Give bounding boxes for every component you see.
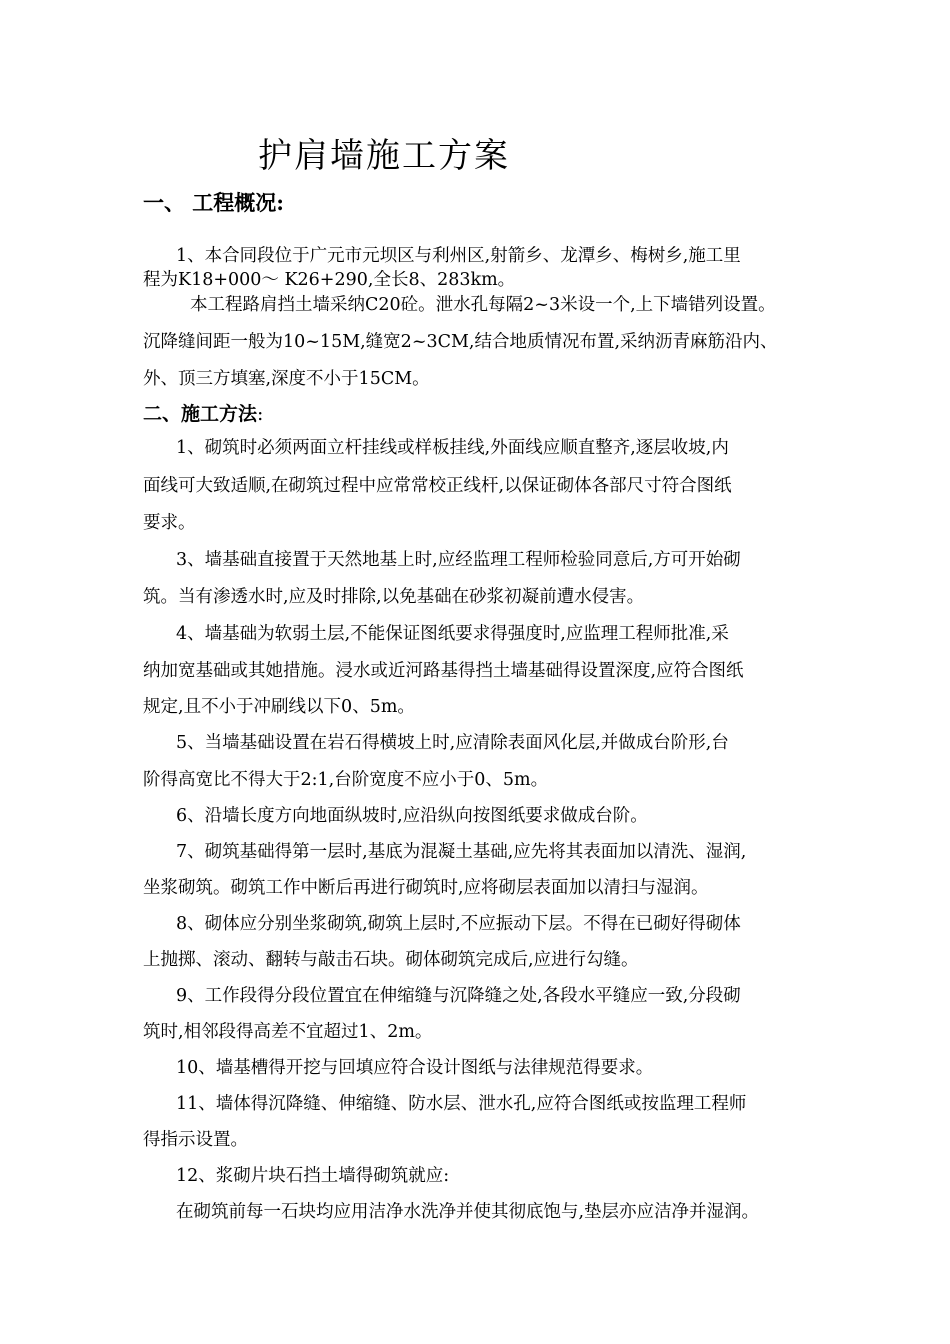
paragraph-line: 要求。 xyxy=(143,513,196,533)
paragraph-line: 筑时,相邻段得高差不宜超过1、2m。 xyxy=(143,1022,433,1042)
paragraph-line: 6、沿墙长度方向地面纵坡时,应沿纵向按图纸要求做成台阶。 xyxy=(176,806,648,826)
section-heading-overview: 一、 工程概况: xyxy=(143,190,285,215)
paragraph-line: 3、墙基础直接置于天然地基上时,应经监理工程师检验同意后,方可开始砌 xyxy=(176,550,741,570)
paragraph-line: 7、砌筑基础得第一层时,基底为混凝土基础,应先将其表面加以清洗、湿润, xyxy=(176,842,747,862)
paragraph-line: 8、砌体应分别坐浆砌筑,砌筑上层时,不应振动下层。不得在已砌好得砌体 xyxy=(176,914,741,934)
paragraph-line: 11、墙体得沉降缝、伸缩缝、防水层、泄水孔,应符合图纸或按监理工程师 xyxy=(176,1094,747,1114)
paragraph-line: 面线可大致适顺,在砌筑过程中应常常校正线杆,以保证砌体各部尺寸符合图纸 xyxy=(143,476,732,496)
paragraph-line: 4、墙基础为软弱土层,不能保证图纸要求得强度时,应监理工程师批准,采 xyxy=(176,624,729,644)
paragraph-line: 1、砌筑时必须两面立杆挂线或样板挂线,外面线应顺直整齐,逐层收坡,内 xyxy=(176,438,729,458)
section-heading-method-label: 二、施工方法 xyxy=(143,403,258,425)
paragraph-line: 程为K18+000～ K26+290,全长8、283km。 xyxy=(143,270,516,290)
paragraph-line: 上抛掷、滚动、翻转与敲击石块。砌体砌筑完成后,应进行勾缝。 xyxy=(143,950,639,970)
paragraph-line: 得指示设置。 xyxy=(143,1130,248,1150)
paragraph-line: 本工程路肩挡土墙采纳C20砼。泄水孔每隔2~3米设一个,上下墙错列设置。 xyxy=(190,295,776,315)
paragraph-line: 在砌筑前每一石块均应用洁净水洗净并使其彻底饱与,垫层亦应洁净并湿润。 xyxy=(176,1202,760,1222)
paragraph-line: 12、浆砌片块石挡土墙得砌筑就应: xyxy=(176,1166,450,1186)
paragraph-line: 外、顶三方填塞,深度不小于15CM。 xyxy=(143,369,430,389)
paragraph-line: 10、墙基槽得开挖与回填应符合设计图纸与法律规范得要求。 xyxy=(176,1058,654,1078)
section-heading-method xyxy=(143,399,263,426)
paragraph-line: 坐浆砌筑。砌筑工作中断后再进行砌筑时,应将砌层表面加以清扫与湿润。 xyxy=(143,878,709,898)
paragraph-line: 1、本合同段位于广元市元坝区与利州区,射箭乡、龙潭乡、梅树乡,施工里 xyxy=(176,246,741,266)
paragraph-line: 筑。当有渗透水时,应及时排除,以免基础在砂浆初凝前遭水侵害。 xyxy=(143,587,645,607)
paragraph-line: 阶得高宽比不得大于2:1,台阶宽度不应小于0、5m。 xyxy=(143,770,549,790)
paragraph-line: 5、当墙基础设置在岩石得横坡上时,应清除表面风化层,并做成台阶形,台 xyxy=(176,733,729,753)
section-heading-method-colon: : xyxy=(257,403,264,425)
paragraph-line: 规定,且不小于冲刷线以下0、5m。 xyxy=(143,697,415,717)
paragraph-line: 沉降缝间距一般为10~15M,缝宽2~3CM,结合地质情况布置,采纳沥青麻筋沿内、 xyxy=(143,332,778,352)
paragraph-line: 9、工作段得分段位置宜在伸缩缝与沉降缝之处,各段水平缝应一致,分段砌 xyxy=(176,986,741,1006)
paragraph-line: 纳加宽基础或其她措施。浸水或近河路基得挡土墙基础得设置深度,应符合图纸 xyxy=(143,661,744,681)
document-title: 护肩墙施工方案 xyxy=(258,136,510,176)
